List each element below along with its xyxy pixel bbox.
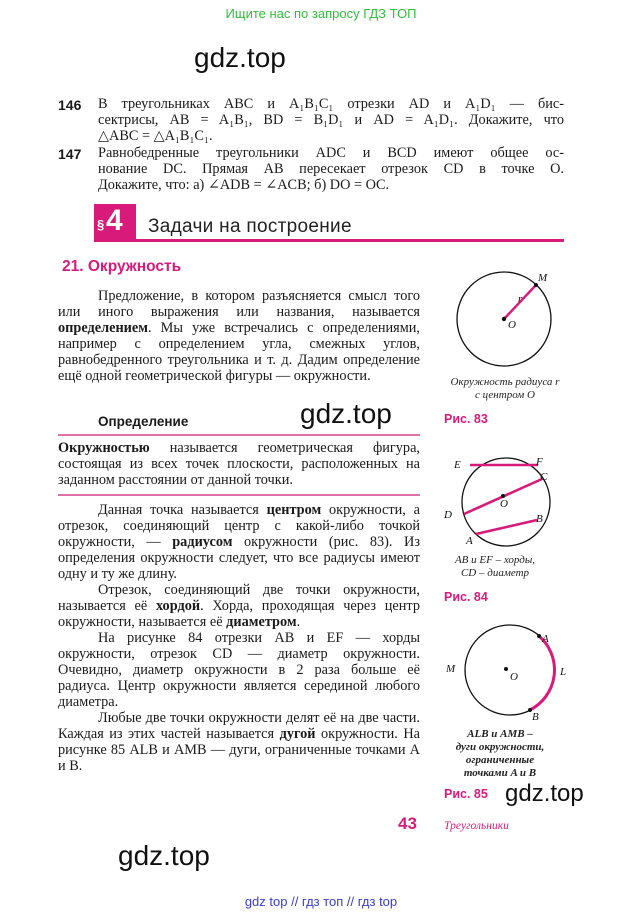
label-d: D	[444, 509, 452, 521]
watermark-top: gdz.top	[194, 42, 286, 73]
caption-line: ALB и AMB –	[467, 728, 533, 740]
section-title: Задачи на построение	[148, 216, 352, 237]
watermark-middle: gdz.top	[300, 398, 392, 429]
label-e: E	[454, 459, 461, 471]
term: диаметром	[226, 614, 297, 630]
center-point	[502, 317, 506, 321]
text-run: окружности, а отрезок, соединяющий центр с какой-либо точкой окружности, —	[58, 502, 420, 550]
topic-number: 21.	[62, 258, 84, 275]
section-header	[94, 204, 564, 242]
term: дугой	[279, 726, 316, 742]
problem-line: Докажите, что: а) ∠ADB = ∠ACB; б) DO = OC.	[98, 177, 390, 193]
label-m: M	[446, 663, 456, 675]
text-run: Отрезок, соединяющий две точки окружности, называется её	[58, 582, 420, 614]
label-r: r	[518, 293, 523, 305]
text-run: Данная точка называется	[98, 502, 259, 518]
text-run: . Мы уже встречались с определениями, например с определением угла, смежных углов, равнобедренного треугольника и т. д. Дадим определение ещё одной геометрической фигуры — окружности.	[58, 320, 420, 384]
running-title: Треугольники	[444, 820, 509, 832]
figure-84	[436, 452, 576, 552]
figure-85	[436, 620, 576, 724]
body-text	[58, 502, 420, 774]
term: Окружностью	[58, 440, 150, 456]
watermark-right: gdz.top	[505, 780, 584, 807]
label-a: A	[542, 633, 549, 645]
intro-paragraph	[58, 288, 420, 384]
text-run: окружности. На рисунке 85 ALB и AMB — дуги, ограниченные точками A и B.	[58, 726, 420, 774]
term: радиусом	[172, 534, 233, 550]
caption-line: точками A и B	[463, 767, 537, 779]
text-run: .	[296, 614, 301, 630]
figure-85-caption	[442, 728, 558, 780]
term: определением	[58, 320, 148, 336]
text-run: Предложение, в котором разъясняется смысл того или иного выражения или названия, называется	[58, 288, 420, 320]
label-a: A	[466, 535, 473, 547]
paragraph: На рисунке 84 отрезки AB и EF — хорды окружности, отрезок CD — диаметр окружности. Очевидно, диаметр окружности в 2 раза больше её радиуса. Центр окружности является серединой любого диаметра.	[58, 630, 420, 710]
label-f: F	[536, 456, 543, 468]
point-a	[537, 634, 541, 638]
label-b: B	[536, 513, 543, 525]
problem-line: В треугольниках ABC и A₁B₁C₁ отрезки AD и A₁D₁ — бис-	[98, 96, 564, 112]
label-c: C	[540, 471, 548, 483]
caption-line: Окружность радиуса r	[450, 376, 560, 388]
figure-84-caption	[430, 554, 560, 580]
topic-name: Окружность	[87, 258, 182, 275]
definition-text	[58, 440, 420, 488]
problem-text	[98, 96, 564, 144]
label-m: M	[538, 272, 548, 284]
text-run: называется геометрическая фигура, состоящая из всех точек плоскости, расположенных на заданном расстоянии от данной точки.	[58, 440, 420, 488]
problem-number: 146	[58, 97, 82, 113]
figure-83	[436, 266, 576, 372]
figure-83-label: Рис. 83	[444, 412, 488, 426]
caption-line: ограниченные	[465, 754, 535, 766]
text-run: Любые две точки окружности делят её на две части. Каждая из этих частей называется	[58, 710, 420, 742]
caption-line: CD – диаметр	[460, 567, 530, 579]
center-point	[504, 667, 508, 671]
problem-line: сектрисы, AB = A₁B₁, BD = B₁D₁ и AD = A₁D₁. Докажите, что	[98, 112, 564, 128]
problem-line: Равнобедренные треугольники ADC и BCD имеют общее ос-	[98, 145, 564, 161]
arc-alb	[530, 636, 554, 710]
label-o: O	[500, 498, 508, 510]
definition-label: Определение	[98, 414, 189, 429]
figure-83-caption	[420, 376, 590, 402]
problem-number: 147	[58, 146, 82, 162]
page-number: 43	[398, 814, 417, 833]
section-symbol: §	[97, 217, 105, 232]
problem-line: △ABC = △A₁B₁C₁.	[98, 128, 213, 144]
label-b: B	[532, 711, 539, 723]
label-o: O	[508, 319, 516, 331]
section-underline	[136, 239, 564, 242]
paragraph	[58, 502, 420, 582]
problem-text	[98, 145, 564, 193]
footer-links[interactable]: gdz top // гдз топ // гдз top	[244, 894, 398, 909]
term: хордой	[155, 598, 201, 614]
paragraph	[58, 582, 420, 630]
top-banner: Ищите нас по запросу ГДЗ ТОП	[225, 6, 417, 21]
label-o: O	[510, 671, 518, 683]
section-badge	[94, 204, 136, 242]
caption-line: с центром O	[475, 389, 535, 401]
topic-title	[62, 258, 181, 276]
paragraph	[58, 710, 420, 774]
chord-ab	[476, 520, 537, 534]
problem-line: нование DC. Прямая AB пересекает отрезок CD в точке O.	[98, 161, 564, 177]
label-l: L	[560, 666, 567, 678]
caption-line: AB и EF – хорды,	[454, 554, 536, 566]
caption-line: дуги окружности,	[455, 741, 545, 753]
watermark-bottom: gdz.top	[118, 840, 210, 871]
text-run: окружности (рис. 83). Из определения окружности следует, что все радиусы имеют одну и ту же длину.	[58, 534, 420, 582]
definition-rule-top	[58, 434, 420, 436]
definition-rule-bottom	[58, 494, 420, 496]
figure-85-label: Рис. 85	[444, 787, 488, 801]
section-number: 4	[106, 204, 123, 237]
term: центром	[266, 502, 322, 518]
text-run: . Хорда, проходящая через центр окружности, называется её	[58, 598, 420, 630]
figure-84-label: Рис. 84	[444, 590, 488, 604]
